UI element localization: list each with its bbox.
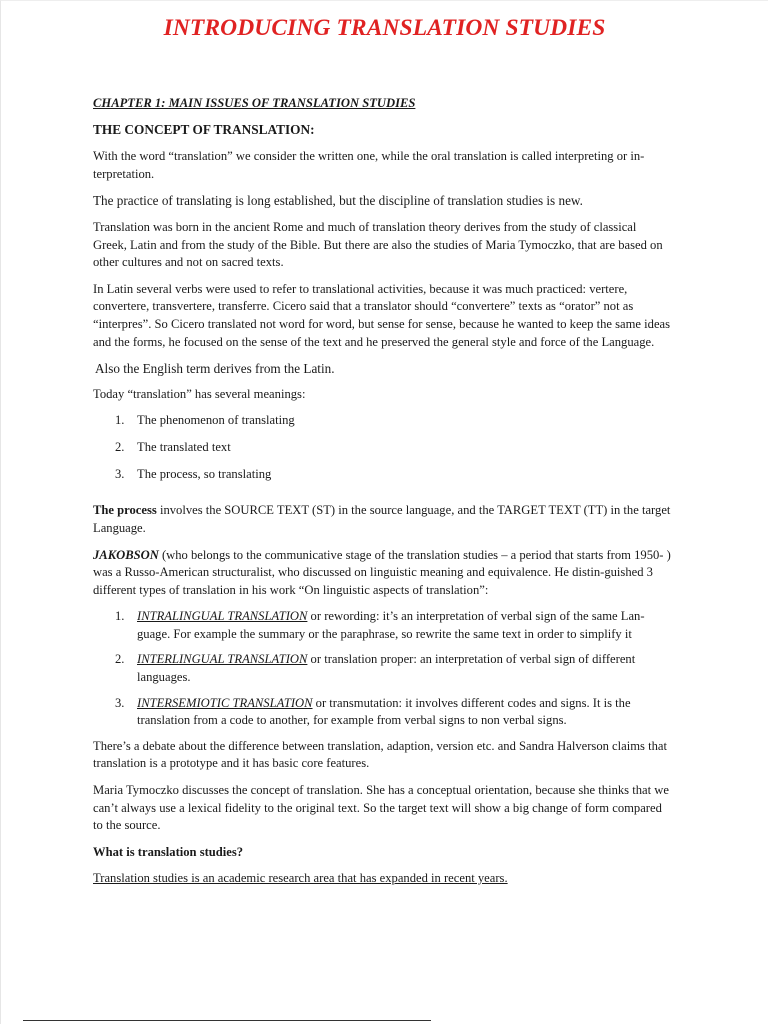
list-text: The phenomenon of translating	[137, 413, 295, 428]
process-text: involves the SOURCE TEXT (ST) in the source language, and the TARGET TEXT (TT) in the target Language.	[93, 503, 671, 535]
list-item	[93, 608, 673, 643]
list-item	[93, 651, 673, 686]
type-term: INTERLINGUAL TRANSLATION	[137, 652, 308, 667]
type-term: INTERSEMIOTIC TRANSLATION	[137, 695, 313, 710]
list-number: 1.	[115, 413, 125, 428]
list-item	[93, 412, 673, 439]
chapter-heading: CHAPTER 1: MAIN ISSUES OF TRANSLATION STUDIES	[93, 96, 416, 110]
paragraph: There’s a debate about the difference between translation, adaption, version etc. and Sandra Halverson claims that translation is a prototype and it has basic core features.	[93, 738, 667, 771]
paragraph: Also the English term derives from the Latin.	[95, 361, 335, 377]
translation-types-list	[93, 608, 673, 730]
document-title: INTRODUCING TRANSLATION STUDIES	[163, 15, 606, 41]
list-number: 2.	[115, 652, 125, 667]
list-number: 2.	[115, 440, 125, 455]
paragraph: Translation was born in the ancient Rome and much of translation theory derives from the study of classical Greek, Latin and from the study of the Bible. But there are also the studies of Maria Tymoczko, that are based on other cultures and not on sacred texts.	[93, 219, 663, 270]
list-number: 3.	[115, 467, 125, 482]
type-term: INTRALINGUAL TRANSLATION	[137, 609, 308, 624]
jakobson-lead: JAKOBSON	[93, 547, 159, 562]
type-text: or translation proper: an interpretation of verbal sign of different languages.	[137, 652, 636, 685]
list-item	[93, 695, 673, 730]
jakobson-paragraph	[93, 547, 673, 600]
paragraph: Translation studies is an academic research area that has expanded in recent years.	[93, 871, 508, 886]
list-number: 3.	[115, 695, 125, 710]
document-body	[93, 95, 673, 897]
process-lead: The process	[93, 503, 157, 518]
list-text: The translated text	[137, 440, 231, 455]
paragraph: With the word “translation” we consider the written one, while the oral translation is called interpreting or in-terpretation.	[93, 149, 645, 181]
list-number: 1.	[115, 609, 125, 624]
jakobson-text: (who belongs to the communicative stage of the translation studies – a period that starts from 1950- ) was a Russo-American structuralist, who discussed on linguistic meaning and equivalence. He distin-guished 3 different types of translation in his work “On linguistic aspects of translation”:	[93, 547, 671, 597]
list-item	[93, 466, 673, 493]
type-text: or rewording: it’s an interpretation of verbal sign of the same Lan-guage. For example the summary or the paraphrase, so rewrite the same text in order to simplify it	[137, 609, 645, 641]
process-paragraph	[93, 502, 673, 537]
subheading: What is translation studies?	[93, 844, 244, 859]
list-text: The process, so translating	[137, 467, 272, 482]
footnote-divider	[23, 1020, 431, 1021]
list-item	[93, 439, 673, 466]
paragraph: The practice of translating is long established, but the discipline of translation studies is new.	[93, 193, 583, 209]
paragraph: In Latin several verbs were used to refer to translational activities, because it was much practiced: vertere, convertere, transvertere, transferre. Cicero said that a translator should “convertere” texts as “orator” not as “interpres”. So Cicero translated not word for word, but sense for sense, because he wanted to keep the same ideas and the forms, he focused on the sense of the text and he preserved the general style and force of the Language.	[93, 281, 671, 349]
paragraph: Maria Tymoczko discusses the concept of translation. She has a conceptual orientation, because she thinks that we can’t always use a lexical fidelity to the original text. So the target text will show a big change of form compared to the source.	[93, 783, 669, 833]
section-heading: THE CONCEPT OF TRANSLATION:	[93, 121, 315, 137]
meanings-list	[93, 412, 673, 493]
paragraph: Today “translation” has several meanings:	[93, 386, 306, 401]
type-text: or transmutation: it involves different codes and signs. It is the translation from a code to another, for example from verbal signs to non verbal signs.	[137, 695, 631, 728]
